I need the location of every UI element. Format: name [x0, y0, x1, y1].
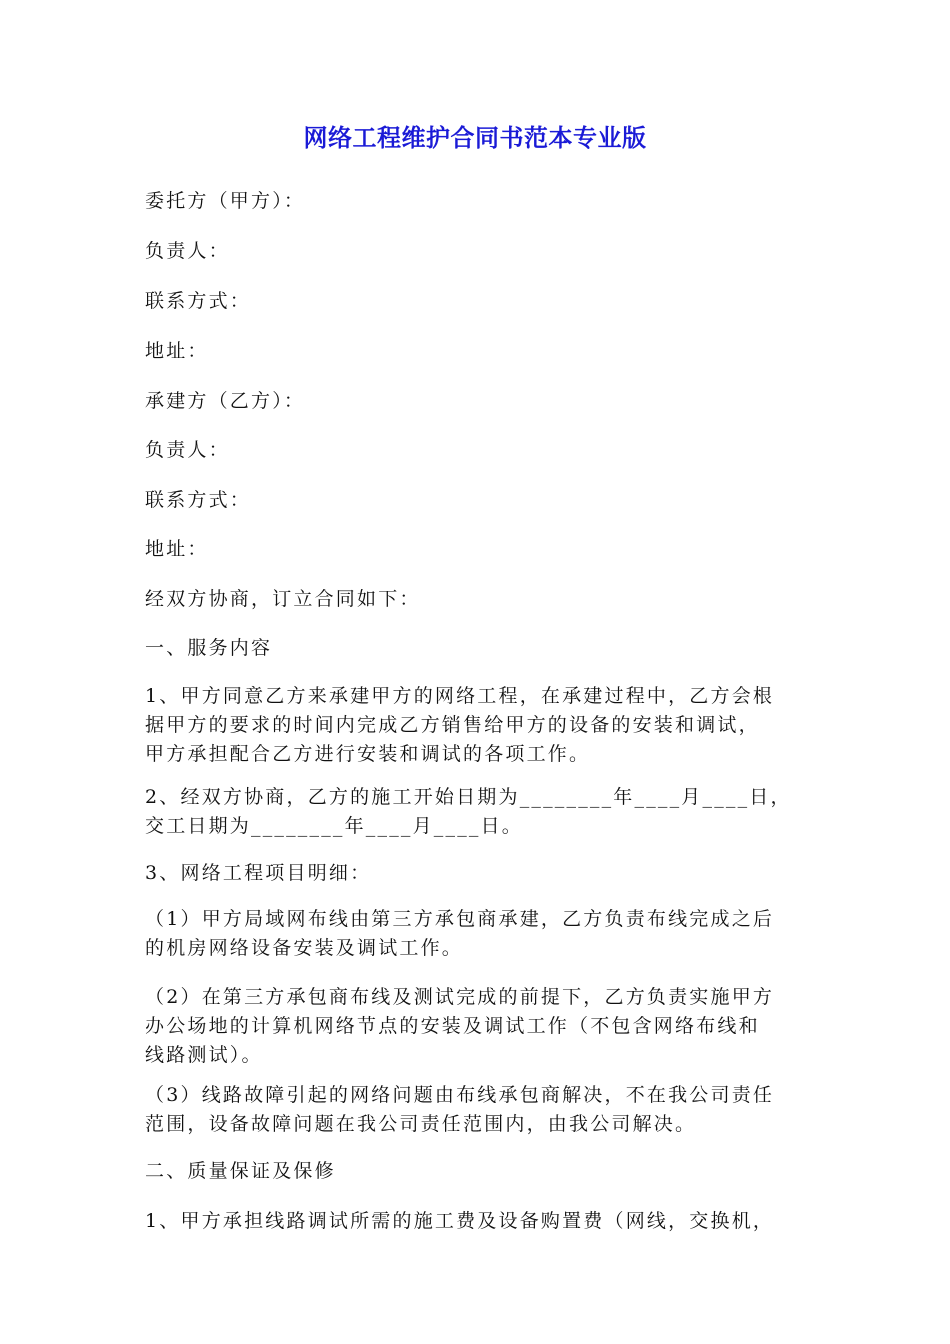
section1-sub3: [145, 1081, 815, 1139]
paragraph-line: 甲方承担配合乙方进行安装和调试的各项工作。: [145, 743, 591, 765]
paragraph-line: （3）线路故障引起的网络问题由布线承包商解决，不在我公司责任: [145, 1084, 775, 1106]
section1-item1: [145, 682, 815, 769]
party-b-manager: 负责人：: [145, 439, 230, 461]
section2-heading: 二、质量保证及保修: [145, 1160, 336, 1182]
paragraph-line: 办公场地的计算机网络节点的安装及调试工作（不包含网络布线和: [145, 1015, 760, 1037]
section1-sub2: [145, 983, 815, 1070]
paragraph-line: 2、经双方协商，乙方的施工开始日期为________年____月____日，: [145, 786, 792, 808]
document-title: 网络工程维护合同书范本专业版: [303, 124, 647, 152]
party-b-label: 承建方（乙方）：: [145, 390, 306, 412]
party-a-label: 委托方（甲方）：: [145, 190, 306, 212]
paragraph-line: 线路测试）。: [145, 1044, 263, 1066]
section1-sub1: [145, 905, 815, 963]
party-a-address: 地址：: [145, 340, 209, 362]
paragraph-line: 范围，设备故障问题在我公司责任范围内，由我公司解决。: [145, 1113, 697, 1135]
paragraph-line: （2）在第三方承包商布线及测试完成的前提下，乙方负责实施甲方: [145, 986, 775, 1008]
party-a-manager: 负责人：: [145, 240, 230, 262]
party-a-contact: 联系方式：: [145, 290, 252, 312]
section1-heading: 一、服务内容: [145, 637, 273, 659]
party-b-contact: 联系方式：: [145, 489, 252, 511]
paragraph-line: 交工日期为________年____月____日。: [145, 815, 524, 837]
party-b-address: 地址：: [145, 538, 209, 560]
section2-item1: 1、甲方承担线路调试所需的施工费及设备购置费（网线，交换机，: [145, 1210, 775, 1232]
paragraph-line: 的机房网络设备安装及调试工作。: [145, 937, 464, 959]
intro-text: 经双方协商，订立合同如下：: [145, 588, 421, 610]
section1-item2: [145, 783, 815, 841]
section1-item3-heading: 3、网络工程项目明细：: [145, 862, 372, 884]
paragraph-line: 据甲方的要求的时间内完成乙方销售给甲方的设备的安装和调试，: [145, 714, 760, 736]
paragraph-line: 1、甲方同意乙方来承建甲方的网络工程，在承建过程中，乙方会根: [145, 685, 775, 707]
paragraph-line: （1）甲方局域网布线由第三方承包商承建，乙方负责布线完成之后: [145, 908, 775, 930]
